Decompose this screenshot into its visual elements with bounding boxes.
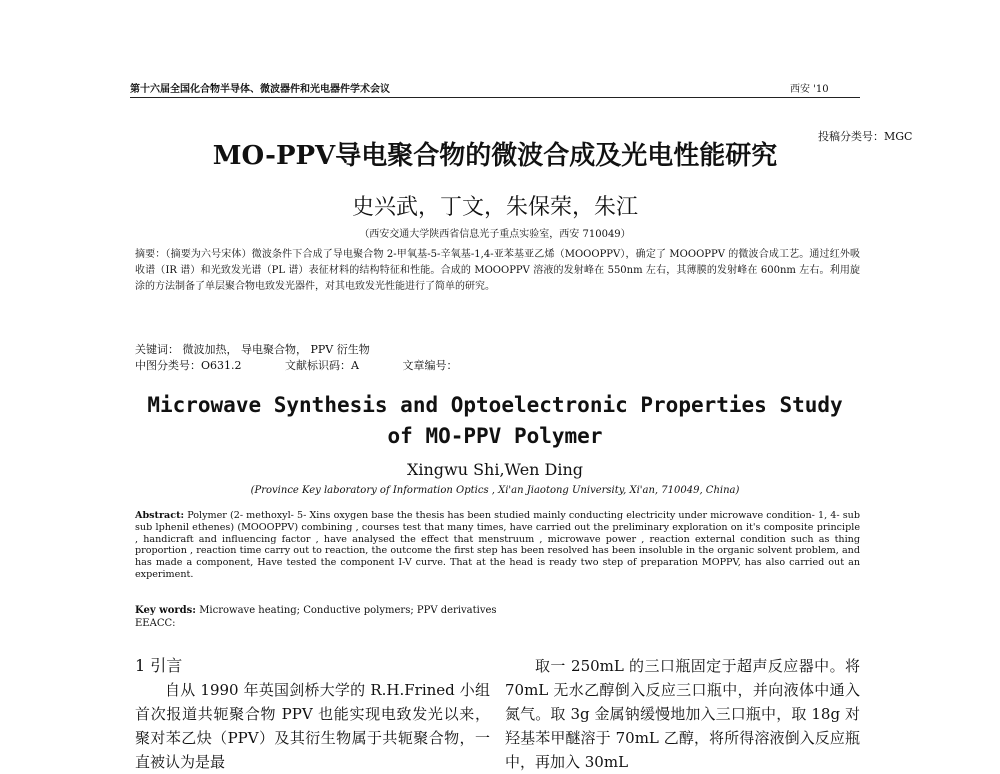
header-rule [130,97,860,98]
intro-paragraph: 自从 1990 年英国剑桥大学的 R.H.Frined 小组首次报道共轭聚合物 PPV 也能实现电致发光以来，聚对苯乙炔（PPV）及其衍生物属于共轭聚合物，一直被认为是最 [135,681,490,771]
classification-chinese [135,357,497,373]
body-column-left [135,654,490,774]
clc-number: 中图分类号：O631.2 [135,359,242,372]
body-column-right [505,654,860,774]
authors-english: Xingwu Shi,Wen Ding [406,460,584,479]
article-number: 文章编号： [402,359,458,372]
affiliation-english: (Province Key laboratory of Information Optics , Xi'an Jiaotong University, Xi'an, 710049, China) [250,485,740,496]
abstract-chinese: 摘要：（摘要为六号宋体）微波条件下合成了导电聚合物 2-甲氧基-5-辛氧基-1,4-亚苯基亚乙烯（MOOOPPV），确定了 MOOOPPV 的微波合成工艺。通过红外吸收谱（IR 谱）和光致发光谱（PL 谱）表征材料的结构特征和性能。合成的 MOOOPPV 溶液的发射峰在 550nm 左右，其薄膜的发射峰在 600nm 左右。利用旋涂的方法制备了单层聚合物电致发光器件，对其电致发光性能进行了简单的研究。 [135,249,860,293]
abstract-english-text: Polymer (2- methoxyl- 5- Xins oxygen base the thesis has been studied mainly conducting electricity under microwave condition- 1, 4- sub sub lphenil ethenes) (MOOOPPV) combining , courses test that many times, have carried out the preliminary exploration on it's composite principle , handicraft and influencing factor , have analysed the effect that menstruum , microwave power , reaction external condition such as thing proportion , reaction time carry out to reaction, the outcome the first step has been resolved has been insoluble in the organic solvent problem, and has made a component, Have tested the component I-V curve. That at the head is ready two step of preparation MOPPV, has also carried out an experiment. [135,510,860,580]
keywords-english-text: Microwave heating; Conductive polymers; PPV derivatives [199,605,497,616]
conference-location: 西安 '10 [790,84,829,95]
keywords-chinese: 关键词： 微波加热， 导电聚合物， PPV 衍生物 [135,343,370,356]
authors-chinese: 史兴武，丁文，朱保荣，朱江 [351,195,638,220]
affiliation-chinese: （西安交通大学陕西省信息光子重点实验室，西安 710049） [359,229,631,240]
abstract-label: Abstract: [135,510,185,521]
section-heading-intro: 1 引言 [135,656,183,675]
submission-category: 投稿分类号：MGC [818,130,913,143]
abstract-english [135,510,860,581]
eeacc-label: EEACC: [135,618,176,629]
document-code: 文献标识码：A [285,359,359,372]
method-paragraph: 取一 250mL 的三口瓶固定于超声反应器中。将 70mL 无水乙醇倒入反应三口瓶中，并向液体中通入氮气。取 3g 金属钠缓慢地加入三口瓶中，取 18g 对羟基苯甲醚溶于 70mL 乙醇，将所得溶液倒入反应瓶中，再加入 30mL [505,657,860,771]
keywords-label: Key words: [135,605,196,616]
conference-header: 第十六届全国化合物半导体、微波器件和光电器件学术会议 [130,84,390,95]
keywords-english [135,605,497,616]
title-english: Microwave Synthesis and Optoelectronic Properties Study of MO-PPV Polymer [147,393,843,448]
title-chinese: MO-PPV导电聚合物的微波合成及光电性能研究 [212,141,778,171]
